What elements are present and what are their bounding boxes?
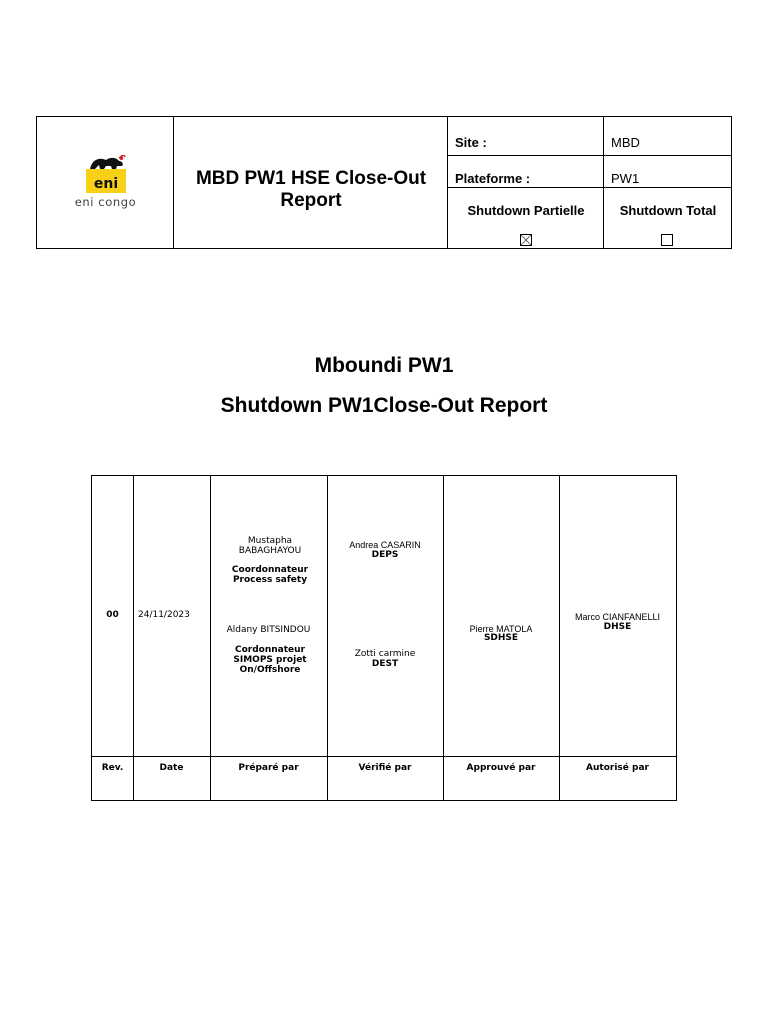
site-value: MBD (611, 135, 640, 150)
autorise-name: Marco CIANFANELLI (574, 612, 661, 622)
table-divider (210, 476, 211, 800)
document-title: MBD PW1 HSE Close-Out Report (195, 167, 427, 211)
header-approuve: Approuvé par (466, 763, 536, 773)
header-divider (447, 155, 731, 156)
verifie-person1-role: DEPS (371, 550, 399, 560)
svg-text:eni: eni (93, 175, 118, 192)
approuve-name: Pierre MATOLA (469, 624, 533, 634)
header-prepare: Préparé par (238, 763, 299, 773)
plateforme-value: PW1 (611, 171, 640, 186)
site-label: Site : (455, 135, 487, 150)
prepare-person1-name: Mustapha BABAGHAYOU (238, 536, 302, 556)
header-divider (447, 187, 731, 188)
rev-value: 00 (106, 610, 119, 620)
shutdown-partielle-checkbox[interactable] (520, 234, 532, 246)
verifie-person2-role: DEST (371, 659, 399, 669)
shutdown-total-label: Shutdown Total (619, 203, 717, 218)
shutdown-partielle-label: Shutdown Partielle (467, 203, 585, 218)
document-header-table (36, 116, 732, 249)
table-divider (92, 756, 676, 757)
checkbox-cross-icon (521, 235, 531, 245)
prepare-person2-name: Aldany BITSINDOU (226, 625, 311, 635)
prepare-person2-role: Cordonnateur SIMOPS projet On/Offshore (233, 645, 307, 675)
approuve-role: SDHSE (483, 633, 519, 643)
header-date: Date (159, 763, 184, 773)
revision-table (91, 475, 677, 801)
date-value: 24/11/2023 (138, 610, 190, 620)
company-logo (37, 117, 174, 248)
eni-six-legged-dog-icon (86, 155, 126, 193)
header-verifie: Vérifié par (358, 763, 412, 773)
verifie-person1-name: Andrea CASARIN (349, 540, 421, 550)
table-divider (559, 476, 560, 800)
header-divider (603, 117, 604, 248)
table-divider (133, 476, 134, 800)
plateforme-label: Plateforme : (455, 171, 531, 186)
table-divider (327, 476, 328, 800)
autorise-role: DHSE (603, 622, 632, 632)
prepare-person1-role: Coordonnateur Process safety (231, 565, 309, 585)
header-rev: Rev. (101, 763, 124, 773)
shutdown-total-checkbox[interactable] (661, 234, 673, 246)
logo-text: eni congo (74, 194, 137, 209)
document-title-cell (174, 117, 448, 248)
verifie-person2-name: Zotti carmine (354, 649, 416, 659)
main-title: Mboundi PW1 (314, 354, 454, 377)
main-subtitle: Shutdown PW1Close-Out Report (220, 394, 548, 417)
header-autorise: Autorisé par (586, 763, 649, 773)
